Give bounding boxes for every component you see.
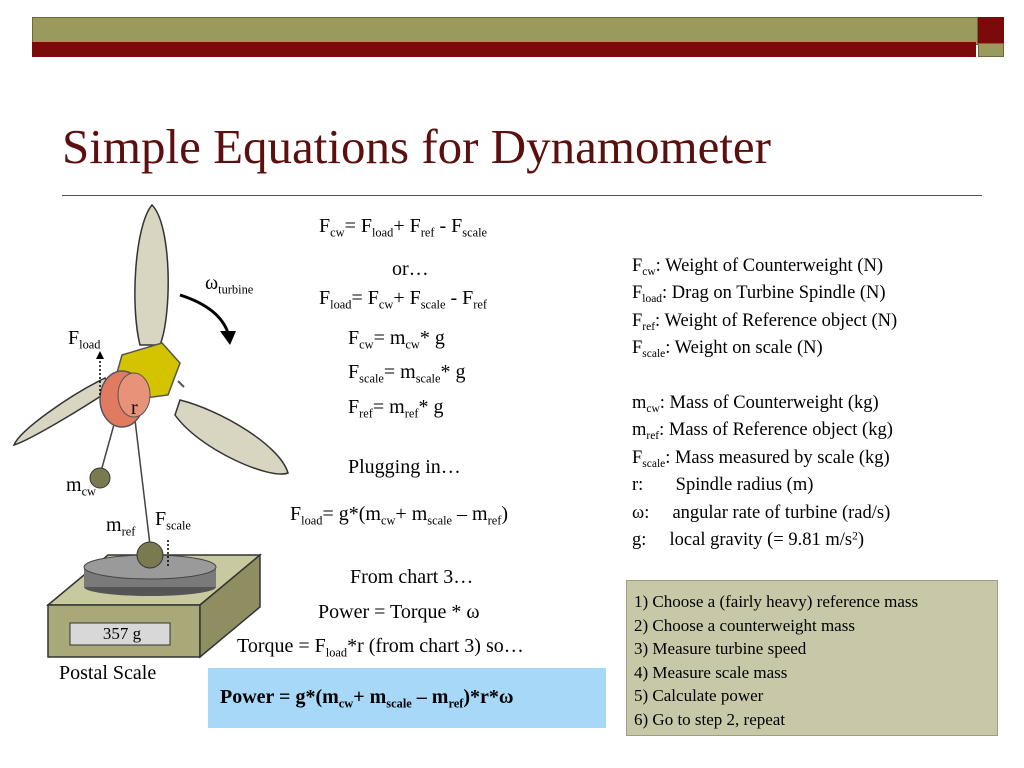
from-chart-text: From chart 3…: [350, 566, 474, 588]
equation-fref-mass: $F_{ref}= m_{ref}*$ g: [348, 396, 444, 421]
equation-fcw: $F_{cw}= F_{load}+ F_{ref} - F_{scale}$: [319, 215, 488, 240]
header-corner-olive: [978, 43, 1004, 57]
f-load-label: $F_{load}$: [68, 327, 101, 352]
definition-fcw: $F_{cw}$: Weight of Counterweight (N): [632, 256, 883, 278]
equation-fscale-mass: $F_{scale}= m_{scale}*$ g: [348, 361, 466, 386]
equation-fload-expanded: $F_{load}= g*(m_{cw}+ m_{scale} - m_{ref})$: [290, 503, 509, 528]
definition-fload: $F_{load}$: Drag on Turbine Spindle (N): [632, 283, 886, 306]
definition-omega: ω: angular rate of turbine (rad/s): [632, 502, 891, 523]
final-power-equation: Power = $g*(m_{cw}+ m_{scale} - m_{ref})*r*\omega$: [220, 686, 514, 711]
definition-fref: $F_{ref}$: Weight of Reference object (N): [632, 310, 898, 333]
omega-turbine-label: $\omega_{turbine}$: [205, 272, 254, 297]
equation-fload: $F_{load}= F_{cw}+ F_{scale} - F_{ref}$: [319, 287, 488, 312]
step-item: 3) Measure turbine speed: [634, 639, 807, 658]
step-item: 2) Choose a counterweight mass: [634, 615, 855, 635]
header-corner-red: [978, 17, 1004, 43]
header-bar-red: [32, 42, 976, 57]
m-ref-label: $m_{ref}$: [106, 514, 136, 539]
equation-or: or…: [392, 258, 429, 280]
step-item: 6) Go to step 2, repeat: [634, 709, 786, 729]
step-item: 5) Calculate power: [634, 686, 764, 705]
step-item: 4) Measure scale mass: [634, 662, 788, 682]
turbine-hub-icon: [100, 343, 184, 427]
scale-reading: 357 g: [102, 624, 142, 643]
definition-fscale: $F_{scale}$: Weight on scale (N): [632, 338, 823, 361]
definition-fscale-mass: $F_{scale}$: Mass measured by scale (kg): [632, 447, 890, 470]
plugging-in-text: Plugging in…: [348, 456, 461, 478]
definition-g: g: local gravity (= 9.81 $m/s^2$): [632, 529, 864, 550]
steps-list: [634, 590, 918, 731]
equation-fcw-mass: $F_{cw}= m_{cw}*$ g: [348, 327, 445, 352]
definition-mcw: $m_{cw}$: Mass of Counterweight (kg): [632, 392, 879, 415]
step-item: 1) Choose a (fairly heavy) reference mass: [634, 592, 919, 611]
turbine-blades-icon: [14, 205, 288, 474]
r-label: r: [131, 397, 138, 419]
dynamometer-illustration: [0, 195, 300, 695]
definitions-list: [632, 253, 897, 554]
m-cw-label: $m_{cw}$: [66, 474, 97, 499]
postal-scale-caption: Postal Scale: [59, 662, 157, 684]
definition-mref: $m_{ref}$: Mass of Reference object (kg): [632, 420, 893, 443]
power-torque-equation: Power = Torque * ω: [318, 601, 480, 623]
torque-equation: Torque = $F_{load}*r$ (from chart 3) so…: [237, 635, 524, 660]
slide-title: Simple Equations for Dynamometer: [62, 119, 771, 174]
definition-r: r: Spindle radius (m): [632, 475, 814, 496]
header-bar-olive: [32, 17, 978, 45]
f-scale-label: $F_{scale}$: [155, 508, 191, 533]
